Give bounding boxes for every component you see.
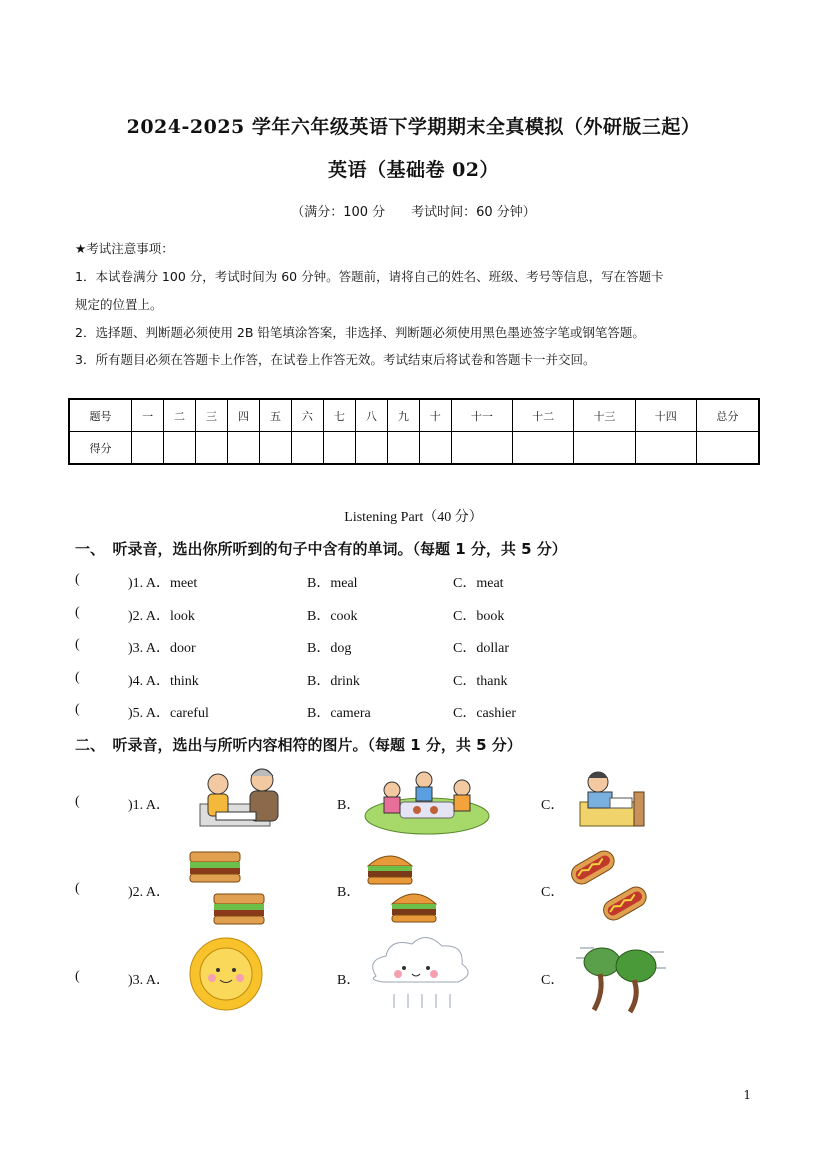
option-b[interactable]: B．cook — [307, 609, 358, 624]
table-cell: 六 — [291, 399, 323, 432]
score-input-cell[interactable] — [355, 432, 387, 465]
option-b[interactable]: B． — [337, 798, 361, 813]
rain-cloud-picture[interactable] — [364, 936, 474, 1016]
sun-picture[interactable] — [188, 936, 264, 1012]
score-input-cell[interactable] — [132, 432, 164, 465]
answer-paren[interactable]: ( — [75, 572, 80, 587]
table-cell: 十二 — [513, 399, 574, 432]
listening-title: Listening Part（40 分） — [344, 510, 483, 525]
option-c[interactable]: C． — [541, 885, 565, 900]
answer-paren[interactable]: ( — [75, 881, 80, 896]
table-cell: 二 — [164, 399, 196, 432]
score-info: （满分：100 分 考试时间：60 分钟） — [291, 205, 536, 220]
table-cell: 题号 — [69, 399, 132, 432]
table-cell: 十一 — [451, 399, 512, 432]
score-input-cell[interactable] — [196, 432, 228, 465]
score-input-cell[interactable] — [451, 432, 512, 465]
section1-heading: 一、 听录音，选出你所听到的句子中含有的单词。（每题 1 分，共 5 分） — [75, 540, 567, 558]
option-b[interactable]: B．meal — [307, 576, 358, 591]
option-c[interactable]: C． — [541, 798, 565, 813]
score-table-score-row — [69, 432, 759, 465]
option-a[interactable]: )3. A． — [128, 973, 170, 988]
option-c[interactable]: C．book — [453, 609, 505, 624]
score-input-cell[interactable] — [635, 432, 696, 465]
option-b[interactable]: B．camera — [307, 706, 371, 721]
option-c[interactable]: C．dollar — [453, 641, 509, 656]
option-a[interactable]: )4. A．think — [128, 674, 199, 689]
section2-heading: 二、 听录音，选出与所听内容相符的图片。（每题 1 分，共 5 分） — [75, 736, 522, 754]
option-c[interactable]: C．meat — [453, 576, 504, 591]
chess-players-picture[interactable] — [190, 764, 300, 834]
table-cell: 四 — [228, 399, 260, 432]
option-a[interactable]: )2. A． — [128, 885, 170, 900]
question-row — [75, 637, 775, 659]
score-input-cell[interactable] — [574, 432, 635, 465]
option-b[interactable]: B． — [337, 973, 361, 988]
notes-heading: ★考试注意事项： — [75, 241, 174, 256]
sandwiches-picture[interactable] — [186, 848, 270, 928]
table-cell: 八 — [355, 399, 387, 432]
score-input-cell[interactable] — [387, 432, 419, 465]
answer-paren[interactable]: ( — [75, 702, 80, 717]
option-b[interactable]: B．dog — [307, 641, 352, 656]
option-c[interactable]: C． — [541, 973, 565, 988]
table-cell: 十四 — [635, 399, 696, 432]
score-table — [68, 398, 760, 465]
option-a[interactable]: )3. A．door — [128, 641, 196, 656]
picnic-picture[interactable] — [362, 766, 492, 836]
option-a[interactable]: )1. A．meet — [128, 576, 198, 591]
score-input-cell[interactable] — [164, 432, 196, 465]
table-cell: 十三 — [574, 399, 635, 432]
option-a[interactable]: )5. A．careful — [128, 706, 209, 721]
answer-paren[interactable]: ( — [75, 605, 80, 620]
score-input-cell[interactable] — [513, 432, 574, 465]
option-b[interactable]: B． — [337, 885, 361, 900]
score-table-header-row — [69, 399, 759, 432]
answer-paren[interactable]: ( — [75, 670, 80, 685]
table-cell: 五 — [259, 399, 291, 432]
question-row — [75, 605, 775, 627]
sick-boy-picture[interactable] — [572, 764, 652, 834]
note-line: 2．选择题、判断题必须使用 2B 铅笔填涂答案，非选择、判断题必须使用黑色墨迹签字笔或钢笔答题。 — [75, 325, 645, 340]
score-input-cell[interactable] — [419, 432, 451, 465]
question-row — [75, 670, 775, 692]
windy-trees-picture[interactable] — [570, 938, 670, 1016]
score-input-cell[interactable] — [228, 432, 260, 465]
note-line: 规定的位置上。 — [75, 297, 163, 312]
question-row — [75, 572, 775, 594]
score-input-cell[interactable] — [259, 432, 291, 465]
option-b[interactable]: B．drink — [307, 674, 360, 689]
table-cell: 三 — [196, 399, 228, 432]
table-cell: 九 — [387, 399, 419, 432]
table-cell: 十 — [419, 399, 451, 432]
table-cell: 得分 — [69, 432, 132, 465]
option-c[interactable]: C．cashier — [453, 706, 516, 721]
table-cell: 七 — [323, 399, 355, 432]
option-a[interactable]: )1. A． — [128, 798, 170, 813]
answer-paren[interactable]: ( — [75, 969, 80, 984]
option-c[interactable]: C．thank — [453, 674, 508, 689]
hamburgers-picture[interactable] — [364, 848, 444, 928]
table-cell: 一 — [132, 399, 164, 432]
answer-paren[interactable]: ( — [75, 794, 80, 809]
table-cell: 总分 — [696, 399, 759, 432]
option-a[interactable]: )2. A．look — [128, 609, 195, 624]
page-number: 1 — [743, 1088, 751, 1102]
hot-dogs-picture[interactable] — [568, 846, 652, 930]
answer-paren[interactable]: ( — [75, 637, 80, 652]
score-input-cell[interactable] — [696, 432, 759, 465]
question-row — [75, 702, 775, 724]
page-subtitle: 英语（基础卷 02） — [327, 159, 500, 181]
score-input-cell[interactable] — [323, 432, 355, 465]
score-input-cell[interactable] — [291, 432, 323, 465]
page-title: 2024-2025 学年六年级英语下学期期末全真模拟（外研版三起） — [126, 116, 701, 138]
note-line: 1．本试卷满分 100 分，考试时间为 60 分钟。答题前，请将自己的姓名、班级、考号等信息，写在答题卡 — [75, 269, 664, 284]
note-line: 3．所有题目必须在答题卡上作答，在试卷上作答无效。考试结束后将试卷和答题卡一并交回。 — [75, 352, 596, 367]
